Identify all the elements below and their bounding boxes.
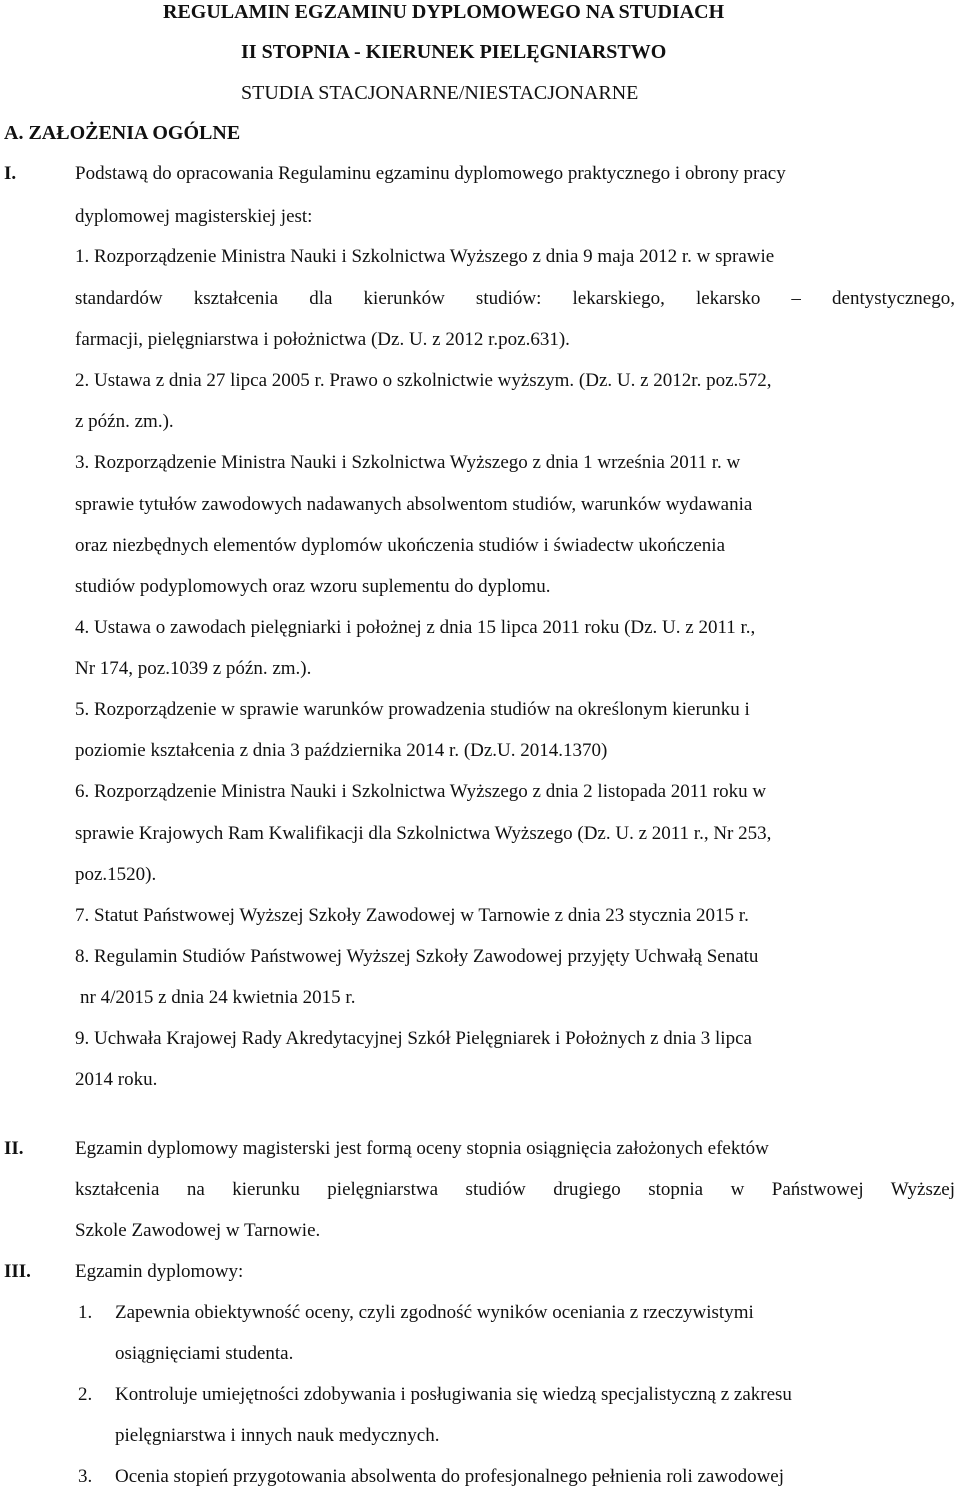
legal-basis-item: poziomie kształcenia z dnia 3 października 2014 r. (Dz.U. 2014.1370): [75, 740, 608, 761]
section-a-heading: A. ZAŁOŻENIA OGÓLNE: [4, 122, 241, 144]
list-item-number: 3.: [78, 1466, 93, 1487]
section-iii-intro: Egzamin dyplomowy:: [75, 1261, 244, 1282]
section-i-numeral: I.: [4, 163, 17, 184]
legal-basis-item: oraz niezbędnych elementów dyplomów ukończenia studiów i świadectw ukończenia: [75, 535, 726, 556]
section-i-intro: dyplomowej magisterskiej jest:: [75, 206, 313, 227]
legal-basis-item: 2014 roku.: [75, 1069, 158, 1090]
section-iii-numeral: III.: [4, 1261, 31, 1282]
list-item: Kontroluje umiejętności zdobywania i posługiwania się wiedzą specjalistyczną z zakresu: [115, 1384, 792, 1405]
legal-basis-item: 1. Rozporządzenie Ministra Nauki i Szkolnictwa Wyższego z dnia 9 maja 2012 r. w sprawie: [75, 246, 775, 267]
legal-basis-item: 6. Rozporządzenie Ministra Nauki i Szkolnictwa Wyższego z dnia 2 listopada 2011 roku w: [75, 781, 767, 802]
legal-basis-item: 9. Uchwała Krajowej Rady Akredytacyjnej Szkół Pielęgniarek i Położnych z dnia 3 lipca: [75, 1028, 752, 1049]
section-ii-text: Egzamin dyplomowy magisterski jest formą oceny stopnia osiągnięcia założonych efektów: [75, 1138, 769, 1159]
section-ii-text: Szkole Zawodowej w Tarnowie.: [75, 1220, 321, 1241]
document-subtitle: STUDIA STACJONARNE/NIESTACJONARNE: [241, 82, 639, 104]
legal-basis-item: poz.1520).: [75, 864, 157, 885]
section-i-intro: Podstawą do opracowania Regulaminu egzaminu dyplomowego praktycznego i obrony pracy: [75, 163, 786, 184]
legal-basis-item: farmacji, pielęgniarstwa i położnictwa (Dz. U. z 2012 r.poz.631).: [75, 329, 570, 350]
document-title-line-1: REGULAMIN EGZAMINU DYPLOMOWEGO NA STUDIACH: [163, 1, 725, 23]
list-item: osiągnięciami studenta.: [115, 1343, 294, 1364]
legal-basis-item: studiów podyplomowych oraz wzoru suplementu do dyplomu.: [75, 576, 551, 597]
document-title-line-2: II STOPNIA - KIERUNEK PIELĘGNIARSTWO: [241, 41, 667, 63]
legal-basis-item: nr 4/2015 z dnia 24 kwietnia 2015 r.: [80, 987, 356, 1008]
legal-basis-item: 5. Rozporządzenie w sprawie warunków prowadzenia studiów na określonym kierunku i: [75, 699, 750, 720]
legal-basis-item: 3. Rozporządzenie Ministra Nauki i Szkolnictwa Wyższego z dnia 1 września 2011 r. w: [75, 452, 741, 473]
legal-basis-item: 2. Ustawa z dnia 27 lipca 2005 r. Prawo o szkolnictwie wyższym. (Dz. U. z 2012r. poz.572,: [75, 370, 772, 391]
list-item: Ocenia stopień przygotowania absolwenta do profesjonalnego pełnienia roli zawodowej: [115, 1466, 785, 1487]
legal-basis-item: 7. Statut Państwowej Wyższej Szkoły Zawodowej w Tarnowie z dnia 23 stycznia 2015 r.: [75, 905, 749, 926]
legal-basis-item: 8. Regulamin Studiów Państwowej Wyższej Szkoły Zawodowej przyjęty Uchwałą Senatu: [75, 946, 759, 967]
legal-basis-item: 4. Ustawa o zawodach pielęgniarki i położnej z dnia 15 lipca 2011 roku (Dz. U. z 2011 r.,: [75, 617, 756, 638]
legal-basis-item: Nr 174, poz.1039 z późn. zm.).: [75, 658, 312, 679]
legal-basis-item: sprawie Krajowych Ram Kwalifikacji dla Szkolnictwa Wyższego (Dz. U. z 2011 r., Nr 253,: [75, 823, 772, 844]
list-item-number: 1.: [78, 1302, 93, 1323]
list-item-number: 2.: [78, 1384, 93, 1405]
legal-basis-item: standardów kształcenia dla kierunków studiów: lekarskiego, lekarsko – dentystycznego,: [75, 288, 955, 309]
list-item: Zapewnia obiektywność oceny, czyli zgodność wyników oceniania z rzeczywistymi: [115, 1302, 754, 1323]
section-ii-text: kształcenia na kierunku pielęgniarstwa studiów drugiego stopnia w Państwowej Wyższej: [75, 1179, 955, 1200]
section-ii-numeral: II.: [4, 1138, 24, 1159]
legal-basis-item: z późn. zm.).: [75, 411, 174, 432]
legal-basis-item: sprawie tytułów zawodowych nadawanych absolwentom studiów, warunków wydawania: [75, 494, 753, 515]
list-item: pielęgniarstwa i innych nauk medycznych.: [115, 1425, 440, 1446]
